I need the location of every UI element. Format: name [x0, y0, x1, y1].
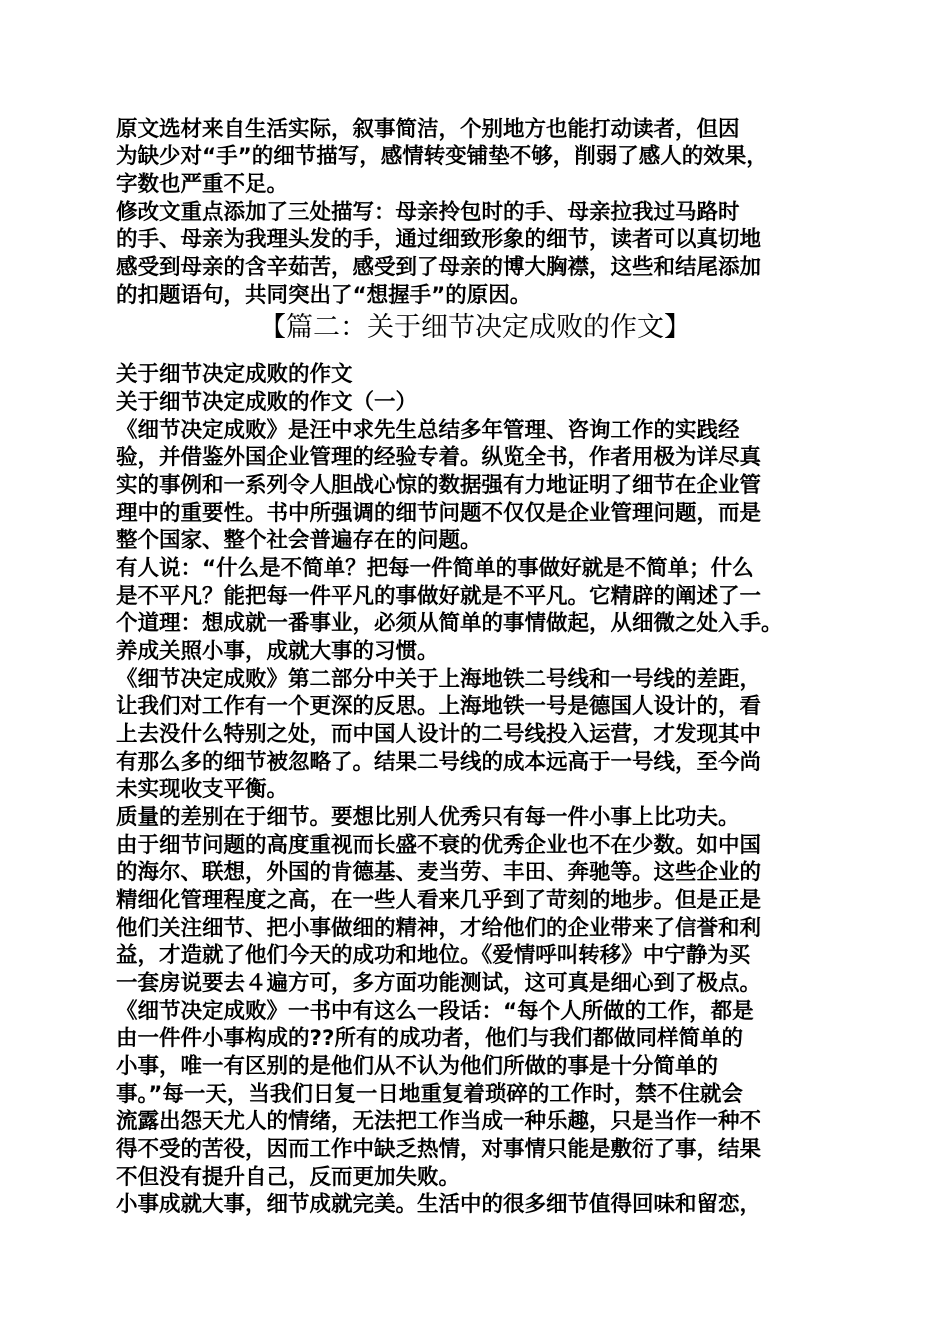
text-line: 理中的重要性。书中所强调的细节问题不仅仅是企业管理问题，而是 — [116, 501, 762, 526]
text-line: 他们关注细节、把小事做细的精神，才给他们的企业带来了信誉和利 — [116, 916, 762, 941]
text-line: 流露出怨天尤人的情绪，无法把工作当成一种乐趣，只是当作一种不 — [116, 1109, 762, 1134]
text-line: 感受到母亲的含辛茹苦，感受到了母亲的博大胸襟，这些和结尾添加 — [116, 255, 762, 280]
text-line: 精细化管理程度之高，在一些人看来几乎到了苛刻的地步。但是正是 — [116, 888, 762, 913]
text-line: 由于细节问题的高度重视而长盛不衰的优秀企业也不在少数。如中国 — [116, 833, 762, 858]
text-line: 为缺少对“手”的细节描写，感情转变铺垫不够，削弱了感人的效果， — [116, 144, 768, 169]
text-line: 实的事例和一系列令人胆战心惊的数据强有力地证明了细节在企业管 — [116, 473, 762, 498]
text-line: 质量的差别在于细节。要想比别人优秀只有每一件小事上比功夫。 — [116, 805, 740, 830]
article-title: 关于细节决定成败的作文 — [116, 362, 353, 387]
text-line: 事。”每一天，当我们日复一日地重复着琐碎的工作时，禁不住就会 — [116, 1082, 743, 1107]
text-line: 让我们对工作有一个更深的反思。上海地铁一号是德国人设计的，看 — [116, 694, 762, 719]
text-line: 整个国家、整个社会普遍存在的问题。 — [116, 528, 482, 553]
text-line: 是不平凡？能把每一件平凡的事做好就是不平凡。它精辟的阐述了一 — [116, 584, 762, 609]
section-heading: 【篇二：关于细节决定成败的作文】 — [259, 312, 691, 343]
text-line: 字数也严重不足。 — [116, 172, 289, 197]
text-line: 未实现收支平衡。 — [116, 777, 289, 802]
text-line: 修改文重点添加了三处描写：母亲拎包时的手、母亲拉我过马路时 — [116, 200, 740, 225]
text-line: 不但没有提升自己，反而更加失败。 — [116, 1165, 461, 1190]
text-line: 养成关照小事，成就大事的习惯。 — [116, 639, 439, 664]
text-line: 小事成就大事，细节成就完美。生活中的很多细节值得回味和留恋， — [116, 1192, 762, 1217]
text-line: 《细节决定成败》一书中有这么一段话：“每个人所做的工作，都是 — [116, 999, 754, 1024]
text-line: 原文选材来自生活实际，叙事简洁，个别地方也能打动读者，但因 — [116, 117, 740, 142]
text-line: 的扣题语句，共同突出了“想握手”的原因。 — [116, 283, 532, 308]
text-line: 上去没什么特别之处，而中国人设计的二号线投入运营，才发现其中 — [116, 722, 762, 747]
text-line: 验，并借鉴外国企业管理的经验专着。纵览全书，作者用极为详尽真 — [116, 445, 762, 470]
text-line: 《细节决定成败》第二部分中关于上海地铁二号线和一号线的差距， — [116, 667, 762, 692]
text-line: 得不受的苦役，因而工作中缺乏热情，对事情只能是敷衍了事，结果 — [116, 1137, 762, 1162]
text-line: 一套房说要去４遍方可，多方面功能测试，这可真是细心到了极点。 — [116, 971, 762, 996]
text-line: 益，才造就了他们今天的成功和地位。《爱情呼叫转移》中宁静为买 — [116, 943, 751, 968]
text-line: 由一件件小事构成的??所有的成功者，他们与我们都做同样简单的 — [116, 1026, 743, 1051]
text-line: 小事，唯一有区别的是他们从不认为他们所做的事是十分简单的 — [116, 1054, 719, 1079]
text-line: 有人说：“什么是不简单？把每一件简单的事做好就是不简单；什么 — [116, 556, 754, 581]
text-line: 个道理：想成就一番事业，必须从简单的事情做起，从细微之处入手。 — [116, 611, 783, 636]
article-subtitle: 关于细节决定成败的作文（一） — [116, 390, 418, 415]
text-line: 有那么多的细节被忽略了。结果二号线的成本远高于一号线，至今尚 — [116, 750, 762, 775]
text-line: 的手、母亲为我理头发的手，通过细致形象的细节，读者可以真切地 — [116, 227, 762, 252]
text-line: 的海尔、联想，外国的肯德基、麦当劳、丰田、奔驰等。这些企业的 — [116, 860, 762, 885]
text-line: 《细节决定成败》是汪中求先生总结多年管理、咨询工作的实践经 — [116, 418, 740, 443]
